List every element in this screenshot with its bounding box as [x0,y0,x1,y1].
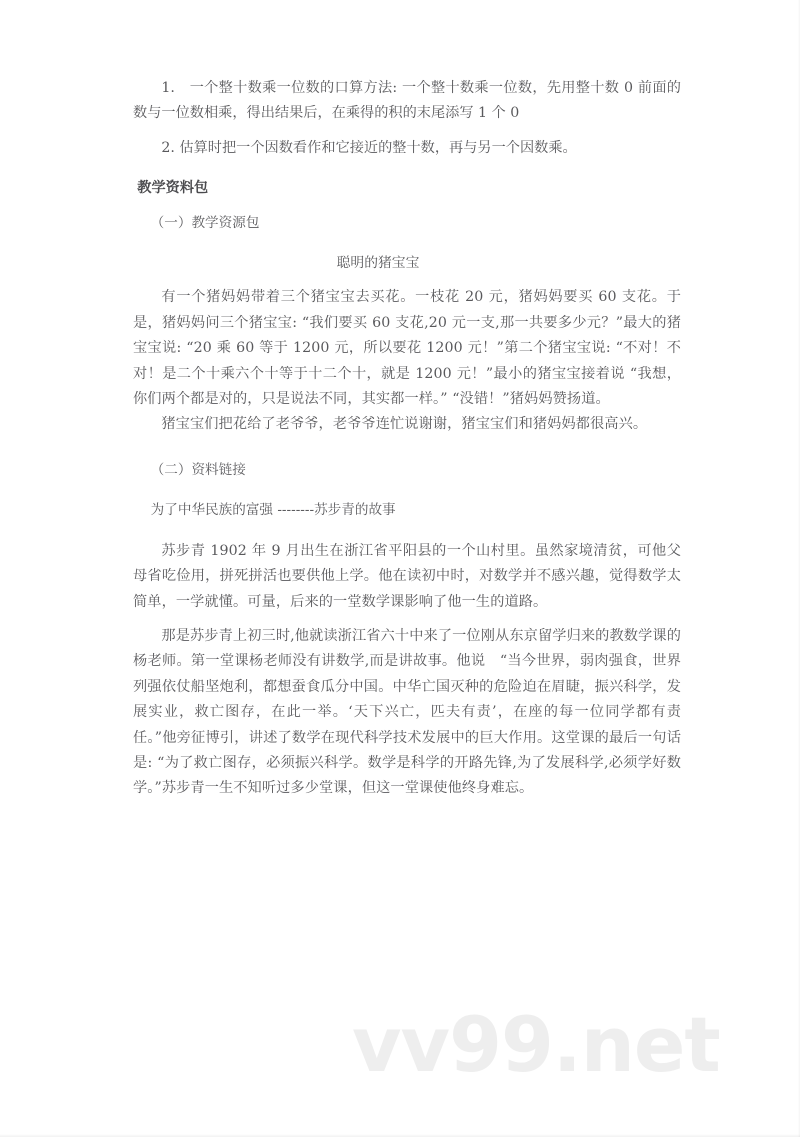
spacer [133,127,681,136]
spacer [133,236,681,251]
story-title: 聪明的猪宝宝 [336,255,420,272]
bio-paragraph-1: 苏步青 1902 年 9 月出生在浙江省平阳县的一个山村里。虽然家境清贫，可他父母省吃俭用，拼死拼活也要供他上学。他在读初中时，对数学并不感兴趣，觉得数学太简单，一学就懂。可量，后来的一堂数学课影响了他一生的道路。 [133,542,681,610]
story-paragraph-2: 猪宝宝们把花给了老爷爷，老爷爷连忙说谢谢，猪宝宝们和猪妈妈都很高兴。 [161,416,648,433]
bio-paragraph-2: 那是苏步青上初三时,他就读浙江省六十中来了一位刚从东京留学归来的教数学课的杨老师。第一堂课杨老师没有讲数学,而是讲故事。他说 “当今世界，弱肉强食，世界列强依仗船坚炮利，都想蚕食瓜分中国。中华亡国灭种的危险迫在眉睫，振兴科学，发展实业，救亡图存，在此一举。‘天下兴亡，匹夫有责’，在座的每一位同学都有责任。”他旁征博引，讲述了数学在现代科学技术发展中的巨大作用。这堂课的最后一句话是: “为了救亡图存，必须振兴科学。数学是科学的开路先锋,为了发展科学,必须学好数学。”苏步青一生不知听过多少堂课，但这一堂课使他终身难忘。 [133,627,681,797]
spacer [133,202,681,211]
story-paragraph-1: 有一个猪妈妈带着三个猪宝宝去买花。一枝花 20 元，猪妈妈要买 60 支花。于是，猪妈妈问三个猪宝宝: “我们要买 60 支花,20 元一支,那一共要多少元？”最大的猪宝宝说: “20 乘 60 等于 1200 元，所以要花 1200 元！”第二个猪宝宝说: “不对！不对！是二个十乘六个十等于十二个十，就是 1200 元！”最小的猪宝宝接着说 “我想，你们两个都是对的，只是说法不同，其实都一样。” “没错！”猪妈妈赞扬道。 [133,289,681,408]
section-heading: 教学资料包 [137,180,209,197]
spacer [133,161,681,176]
subsection-heading-one: （一）教学资源包 [150,214,260,231]
spacer [133,438,681,458]
subsection-heading-two: （二）资料链接 [150,461,246,478]
spacer [133,615,681,624]
spacer [133,524,681,539]
spacer [133,276,681,285]
site-watermark: vv99.net [352,1000,720,1089]
spacer [133,483,681,498]
list-item: 1. 一个整十数乘一位数的口算方法: 一个整十数乘一位数，先用整十数 0 前面的数与一位数相乘，得出结果后，在乘得的积的末尾添写 1 个 0 [133,80,681,122]
list-item: 2. 估算时把一个因数看作和它接近的整十数，再与另一个因数乘。 [161,139,577,156]
document-text-column [133,76,681,802]
resource-link-title: 为了中华民族的富强 --------苏步青的故事 [150,502,396,519]
